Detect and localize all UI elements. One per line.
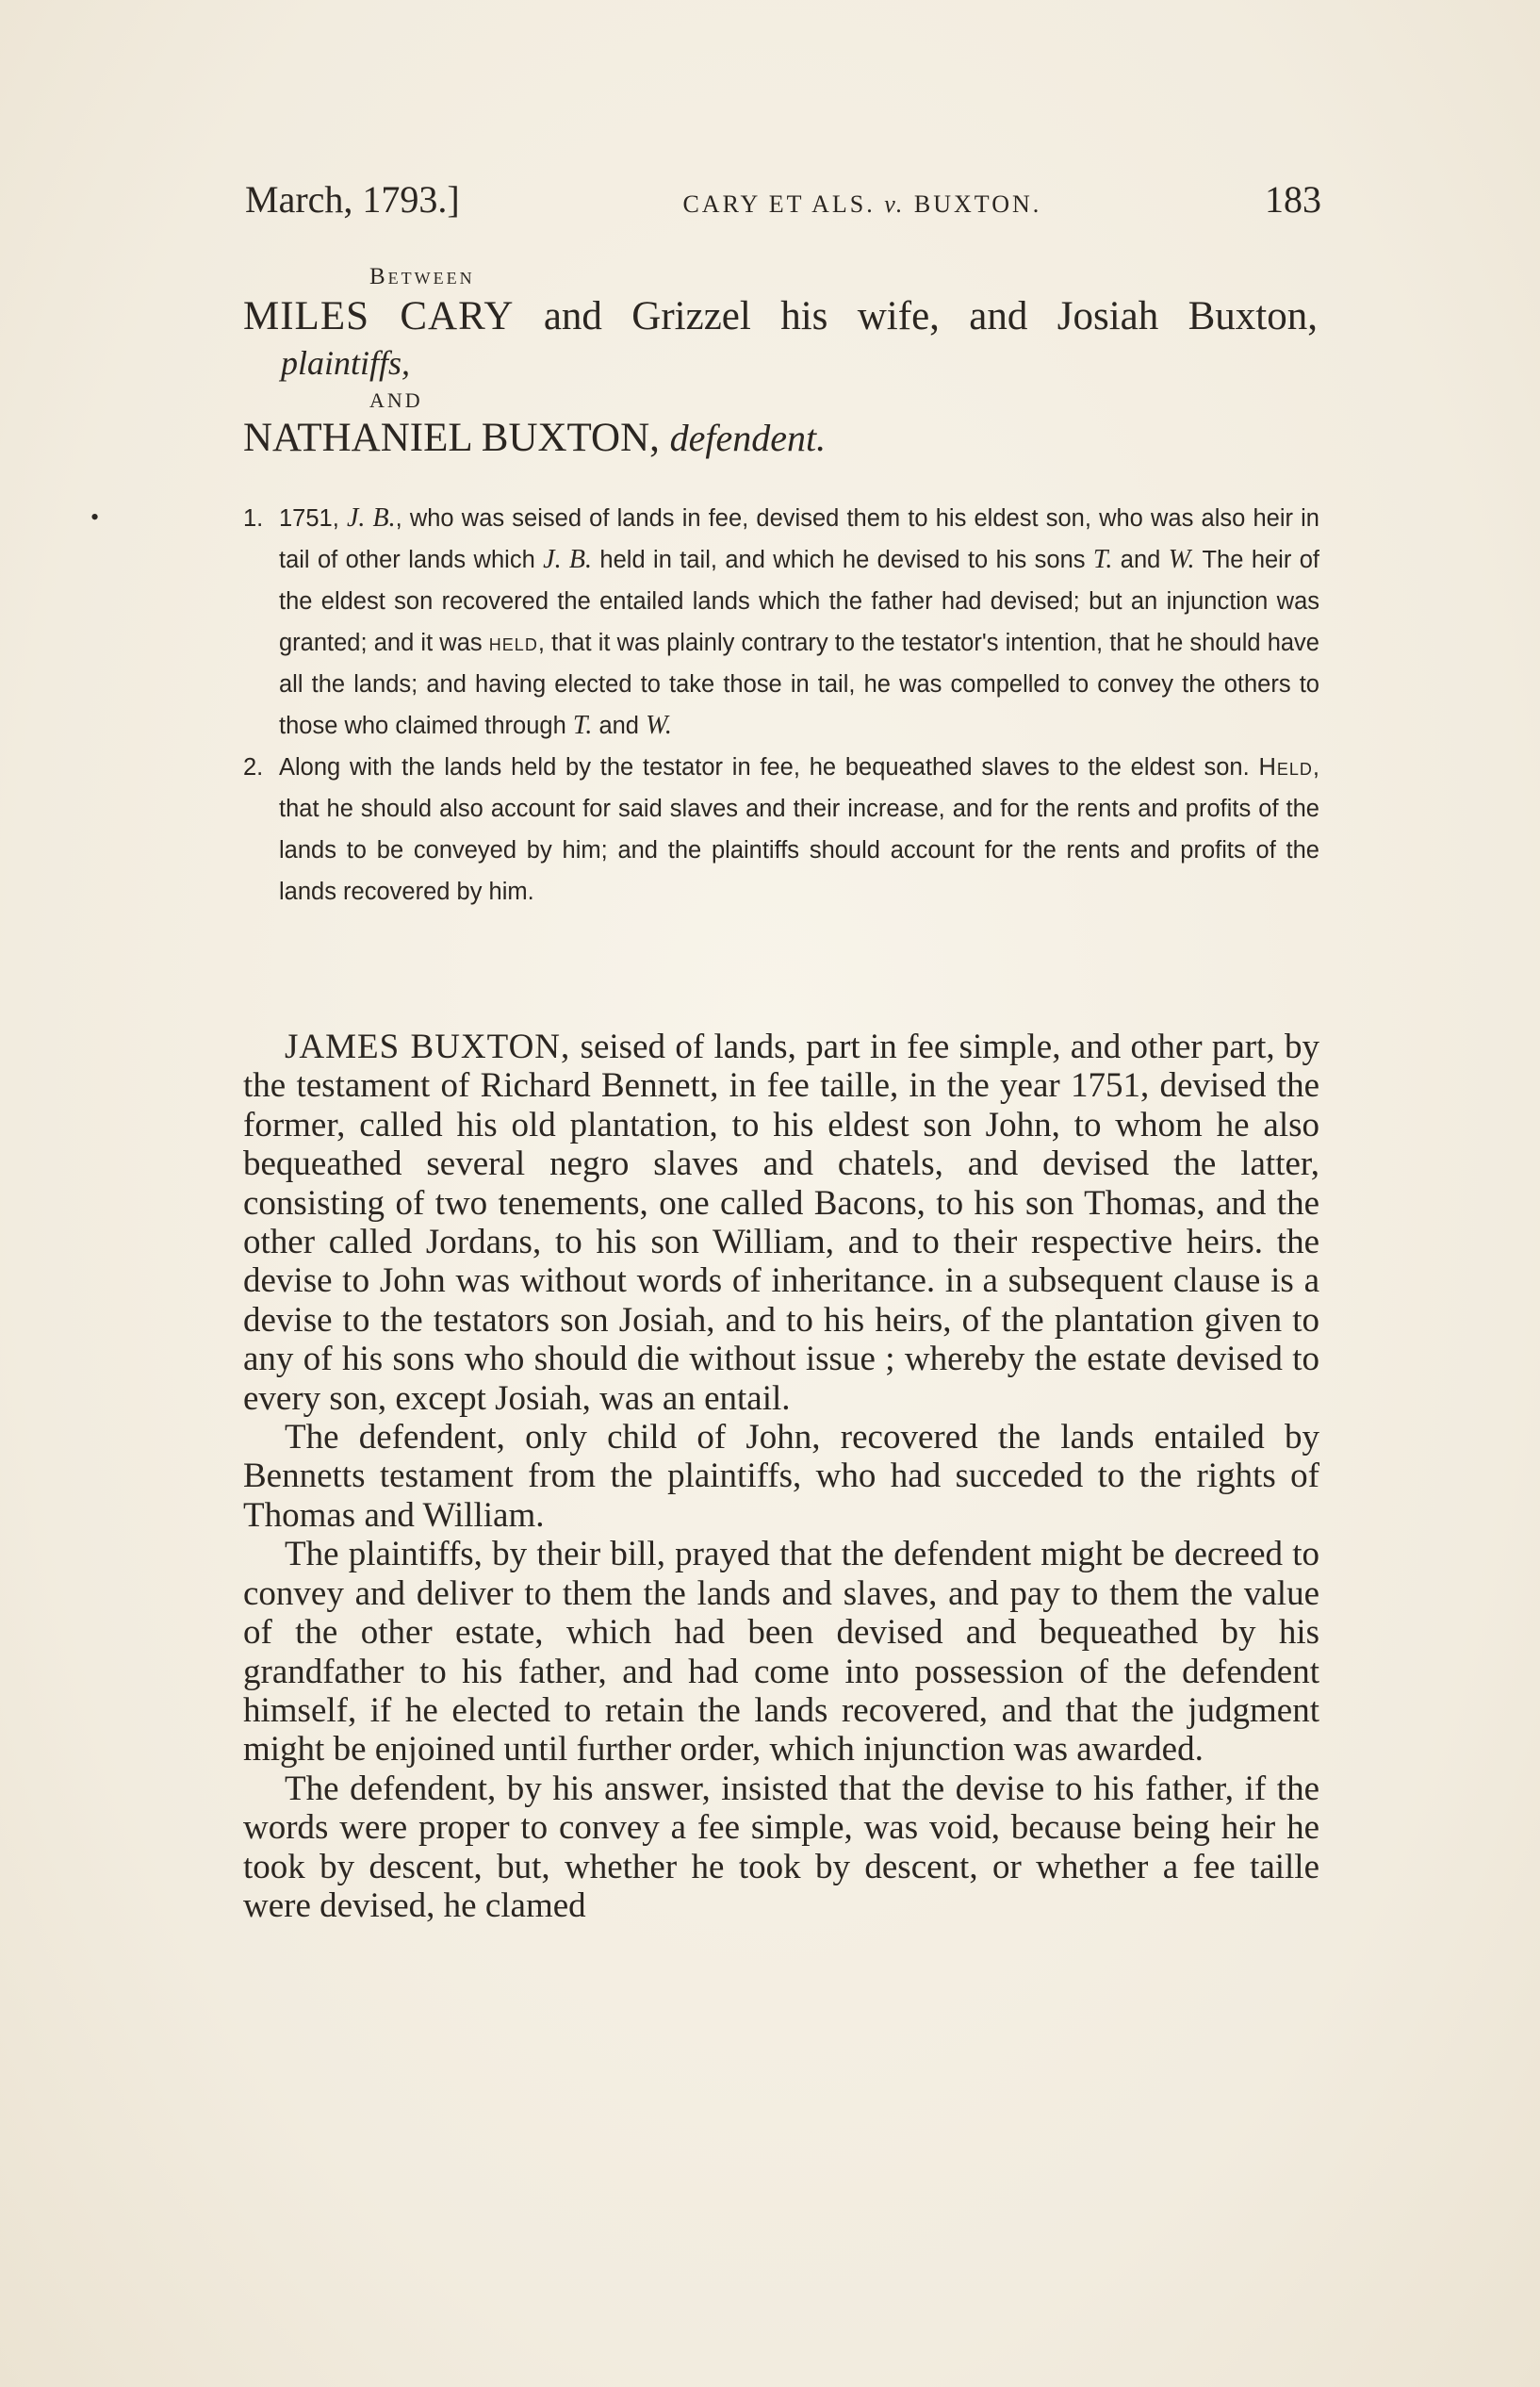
headnote-italic: W. bbox=[646, 711, 672, 740]
headnote-1 bbox=[243, 498, 1319, 747]
headnote-text: , who was seised of lands in fee, devised them to his eldest son, who was also heir in tail of other lands which bbox=[279, 505, 1319, 573]
defendent-name: NATHANIEL BUXTON, bbox=[243, 416, 670, 460]
headnote-italic: J. B. bbox=[346, 503, 396, 533]
headnote-italic: T. bbox=[1092, 545, 1113, 574]
headnote-text: , that it was plainly contrary to the testator's intention, that he should have all the lands; and having elected to take those in tail, he was compelled to convey the others to those who claimed through bbox=[279, 630, 1319, 739]
headnote-held: Held bbox=[1258, 754, 1313, 781]
headnote-text: , that he should also account for said slaves and their increase, and for the rents and profits of the lands to be conveyed by him; and the plaintiffs should account for the rents and profits of the lands recovered by him. bbox=[279, 754, 1319, 905]
opinion-body bbox=[243, 1028, 1319, 1925]
plaintiff-name: MILES CARY bbox=[243, 294, 515, 338]
headnote-text: Along with the lands held by the testator in fee, he bequeathed slaves to the eldest son. bbox=[279, 754, 1259, 781]
running-head-title bbox=[682, 190, 1041, 219]
defendent-label: defendent. bbox=[669, 417, 827, 459]
margin-mark: • bbox=[90, 503, 100, 531]
headnote-held: held bbox=[488, 630, 538, 656]
headnote-text: and bbox=[592, 713, 647, 739]
headnote-italic: J. B. bbox=[543, 545, 593, 574]
header-date: March, 1793.] bbox=[245, 178, 460, 221]
body-paragraph: The defendent, by his answer, insisted that the devise to his father, if the words were proper to convey a fee simple, was void, because being heir he took by descent, but, whether he took by descent, or whether a fee taille were devised, he clamed bbox=[243, 1769, 1319, 1925]
body-paragraph bbox=[243, 1028, 1319, 1418]
running-header bbox=[245, 177, 1321, 234]
running-head-v: v. bbox=[884, 190, 906, 218]
body-paragraph: The plaintiffs, by their bill, prayed that the defendent might be decreed to convey and deliver to them the lands and slaves, and pay to them the value of the other estate, which had been devised and bequeathed by his grandfather to his father, and had come into possession of the defendent himself, if he elected to retain the lands recovered, and that the judgment might be enjoined until further order, which injunction was awarded. bbox=[243, 1535, 1319, 1770]
headnote-2 bbox=[243, 747, 1319, 913]
running-head-b: BUXTON. bbox=[905, 190, 1042, 218]
page-number: 183 bbox=[1265, 178, 1321, 221]
headnote-text: 1751, bbox=[279, 505, 347, 532]
headnote-text: held in tail, and which he devised to his sons bbox=[592, 547, 1093, 573]
caption-plaintiffs-line bbox=[243, 294, 1318, 339]
party-name: JAMES BUXTON, bbox=[285, 1028, 571, 1066]
headnote-italic: T. bbox=[572, 711, 593, 740]
plaintiff-rest: and Grizzel his wife, and Josiah Buxton, bbox=[514, 294, 1318, 338]
caption-plaintiffs-label: plaintiffs, bbox=[281, 344, 411, 382]
headnote-italic: W. bbox=[1168, 545, 1195, 574]
headnote-text: The heir of the eldest son recovered the entailed lands which the father had devised; but an injunction was granted; and it was bbox=[279, 547, 1320, 656]
headnote-text: and bbox=[1112, 547, 1169, 573]
caption-defendent-line bbox=[243, 415, 826, 462]
body-text: seised of lands, part in fee simple, and other part, by the testament of Richard Bennett, in fee taille, in the year 1751, devised the former, called his old plantation, to his eldest son John, to whom he also bequeathed several negro slaves and chatels, and devised the latter, consisting of two tenements, one called Bacons, to his son Thomas, and the other called Jordans, to his son William, and to their respective heirs. the devise to John was without words of inheritance. in a subsequent clause is a devise to the testators son Josiah, and to his heirs, of the plantation given to any of his sons who should die without issue ; whereby the estate devised to every son, except Josiah, was an entail. bbox=[243, 1028, 1319, 1418]
caption-and: AND bbox=[369, 388, 423, 412]
headnotes bbox=[243, 498, 1319, 913]
body-paragraph: The defendent, only child of John, recovered the lands entailed by Bennetts testament from the plaintiffs, who had succeded to the rights of Thomas and William. bbox=[243, 1418, 1319, 1535]
running-head-a: CARY ET ALS. bbox=[682, 190, 885, 218]
caption-between: Between bbox=[369, 264, 475, 289]
headnote-number: 1. bbox=[243, 505, 264, 532]
headnote-number: 2. bbox=[243, 754, 264, 781]
